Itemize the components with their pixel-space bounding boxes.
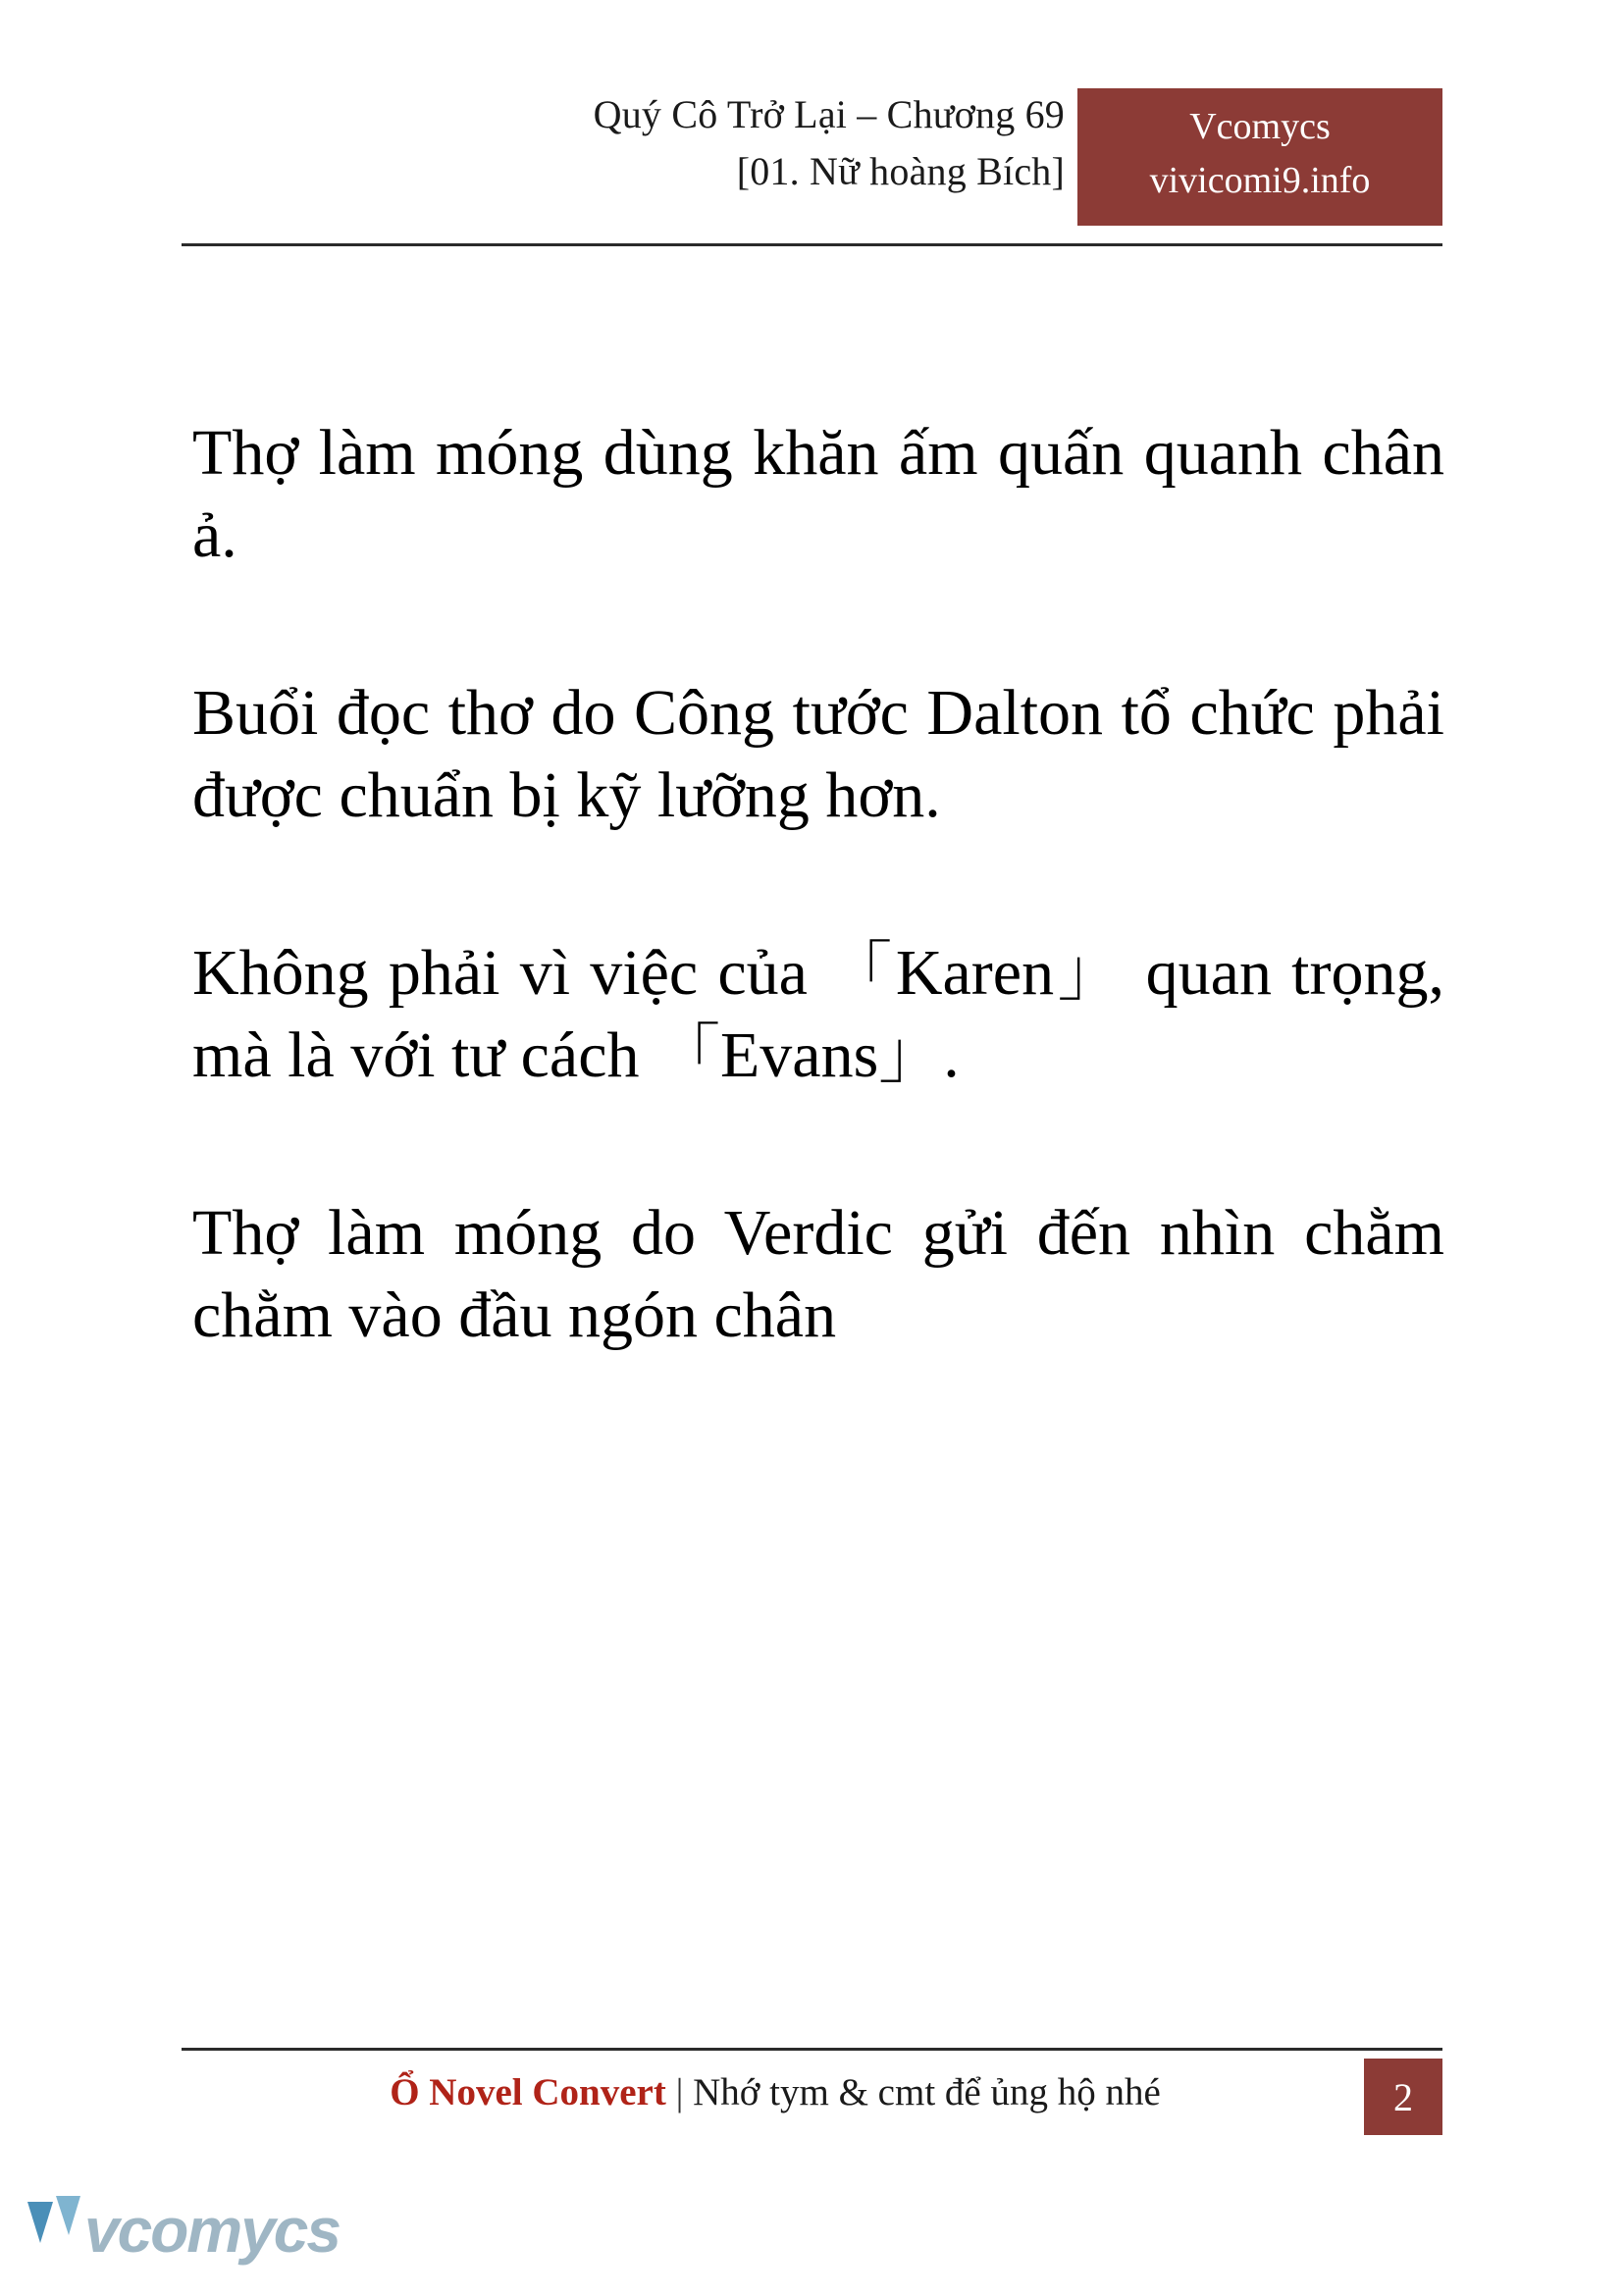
footer-separator: | (675, 2071, 684, 2113)
page-content (192, 412, 1444, 1358)
vcomycs-mark-icon (24, 2192, 84, 2253)
chapter-title-line-2: [01. Nữ hoàng Bích] (736, 149, 1065, 193)
footer-divider (182, 2048, 1442, 2051)
paragraph: Không phải vì việc của 「Karen」 quan trọng, mà là với tư cách 「Evans」. (192, 936, 1444, 1092)
page-header (182, 86, 1442, 229)
page-number-badge: 2 (1364, 2059, 1442, 2135)
paragraph: Thợ làm móng dùng khăn ấm quấn quanh chân ả. (192, 417, 1444, 572)
paragraph: Buổi đọc thơ do Công tước Dalton tổ chức phải được chuẩn bị kỹ lưỡng hơn. (192, 676, 1444, 832)
chapter-title (182, 86, 1065, 200)
site-badge-name: Vcomycs (1189, 106, 1331, 147)
watermark-text: vcomycs (84, 2195, 340, 2266)
footer-credit (182, 2068, 1369, 2118)
paragraph: Thợ làm móng do Verdic gửi đến nhìn chằm chằm vào đầu ngón chân (192, 1196, 1444, 1352)
footer-note: Nhớ tym & cmt để ủng hộ nhé (693, 2071, 1161, 2113)
site-badge (1077, 88, 1442, 226)
watermark-logo (24, 2186, 340, 2280)
footer-brand: Ổ Novel Convert (390, 2071, 666, 2113)
page-footer (182, 2059, 1442, 2135)
site-badge-url: vivicomi9.info (1149, 160, 1371, 202)
chapter-title-line-1: Quý Cô Trở Lại – Chương 69 (593, 92, 1065, 136)
header-divider (182, 243, 1442, 246)
